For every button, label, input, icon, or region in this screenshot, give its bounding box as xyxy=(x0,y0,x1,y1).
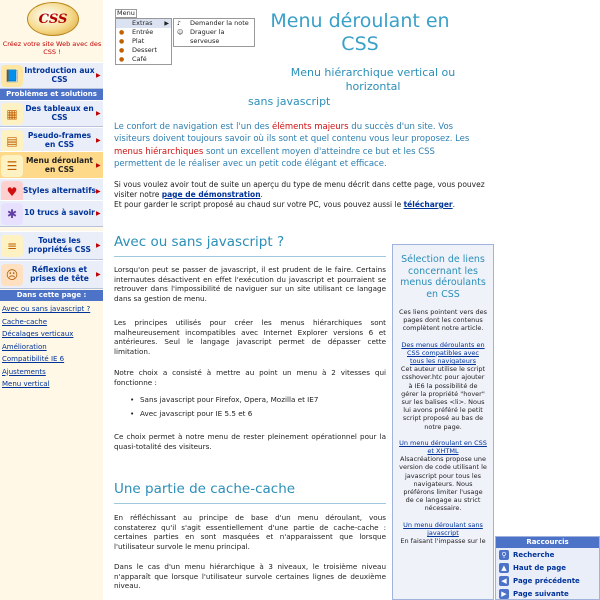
page-link-menu-vertical[interactable]: Menu vertical xyxy=(2,380,50,388)
demo-page-link[interactable]: page de démonstration xyxy=(161,190,261,199)
sidebar-item-pseudo-frames[interactable] xyxy=(0,127,103,154)
logo-text: CSS xyxy=(38,11,68,27)
shortcuts-title: Raccourcis xyxy=(496,537,599,548)
demo-text: Et pour garder le script proposé au chaud sur votre PC, vous pouvez aussi le xyxy=(114,200,404,209)
book-icon: 📘 xyxy=(1,65,23,87)
arrow-right-icon: ▶ xyxy=(96,271,101,278)
section1-para-4: Ce choix permet à notre menu de rester pleinement opérationnel pour la quasi-totalité des visiteurs. xyxy=(114,432,386,451)
related-link[interactable]: Un menu déroulant sans javascript xyxy=(403,520,483,537)
menu-item-label: Draguer la serveuse xyxy=(190,28,225,45)
person-icon: ☺ xyxy=(177,29,184,36)
menu-item-dessert[interactable] xyxy=(116,46,171,55)
heart-icon: ♥ xyxy=(1,181,23,203)
section1-para-1: Lorsqu'on peut se passer de javascript, il est prudent de le faire. Certains internautes désactivent en effet l'exécution du javascript et pourraient se retrouver dans l'impossibilité de naviguer sur un site utilisant ce langage dans sa gestion de menu. xyxy=(114,265,386,304)
sidebar-item-label: Des tableaux en CSS xyxy=(25,104,94,122)
section1-para-3: Notre choix a consisté à mettre au point un menu à 2 vitesses qui fonctionne : xyxy=(114,368,386,387)
list-item: • Avec javascript pour IE 5.5 et 6 xyxy=(130,409,386,419)
menu-level-1 xyxy=(115,18,172,65)
page-title: Menu déroulant en CSS xyxy=(270,10,450,55)
sidebar-item-label: Réflexions et prises de tête xyxy=(30,265,89,283)
related-link-desc: Cet auteur utilise le script csshover.htc pour ajouter à IE6 la possibilité de gérer la propriété "hover" sur les balises <li>. Nous lui avons préféré le petit script proposé au bas de notre page. xyxy=(400,365,486,431)
arrow-up-icon: ▲ xyxy=(499,563,509,573)
menu-root-item[interactable]: Menu xyxy=(115,9,137,18)
related-link[interactable]: Un menu déroulant en CSS et XHTML xyxy=(399,438,487,456)
sidebar-item-label: 10 trucs à savoir xyxy=(24,208,95,218)
page-link-amelioration[interactable]: Amélioration xyxy=(2,342,47,351)
shortcut-top[interactable] xyxy=(496,561,599,574)
sidebar-item-label: Toutes les propriétés CSS xyxy=(28,236,91,254)
page-subtitle: Menu hiérarchique vertical ou horizontal xyxy=(290,66,456,93)
intro-highlight: menus hiérarchiques xyxy=(114,146,204,157)
shortcut-label: Haut de page xyxy=(513,563,567,572)
related-link[interactable]: Des menus déroulants en CSS compatibles avec tous les navigateurs xyxy=(401,340,485,366)
related-link-item xyxy=(393,341,493,431)
arrow-right-icon: ▶ xyxy=(96,210,101,217)
arrow-right-icon: ▶ xyxy=(164,20,169,27)
section-heading-javascript: Avec ou sans javascript ? xyxy=(114,234,285,250)
menu-icon: ☰ xyxy=(1,155,23,177)
food-icon: ● xyxy=(119,47,125,54)
intro-text: du succès d'un site. Vos visiteurs doivent toujours savoir où ils sont et quel contenu vous leur proposez. Les xyxy=(114,122,470,145)
page-link-decalages[interactable]: Décalages verticaux xyxy=(2,330,74,338)
section2-para-1: En réfléchissant au principe de base d'un menu déroulant, vous constaterez qu'il s'agit essentiellement d'une partie de cache-cache : certaines parties en sont masquées et n'apparaissent que lorsque l'utilisateur survole le menu principal. xyxy=(114,513,386,552)
section-divider xyxy=(114,256,386,257)
shortcut-label: Page suivante xyxy=(513,589,569,598)
menu-item-entree[interactable] xyxy=(116,28,171,37)
search-icon: ⚲ xyxy=(499,550,509,560)
sidebar-item-label: Menu déroulant en CSS xyxy=(25,156,94,174)
related-links-title: Sélection de liens concernant les menus déroulants en CSS xyxy=(400,254,486,300)
related-link-item xyxy=(393,521,493,546)
sidebar-item-introduction[interactable] xyxy=(0,62,103,89)
demo-paragraph xyxy=(114,180,499,210)
arrow-left-icon: ◀ xyxy=(499,576,509,586)
arrow-right-icon: ▶ xyxy=(96,72,101,79)
demo-text: . xyxy=(452,200,456,209)
menu-item-label: Dessert xyxy=(132,46,157,54)
menu-item-cafe[interactable] xyxy=(116,55,171,64)
menu-item-label: Entrée xyxy=(132,28,154,36)
intro-highlight: éléments majeurs xyxy=(272,122,349,132)
sidebar-item-tableaux[interactable] xyxy=(0,100,103,127)
section-heading-cache-cache: Une partie de cache-cache xyxy=(114,481,296,497)
demo-text: . xyxy=(260,190,263,199)
page-link-ajustements[interactable]: Ajustements xyxy=(2,367,46,376)
menu-item-plat[interactable] xyxy=(116,37,171,46)
logo-tagline: Créez votre site Web avec des CSS ! xyxy=(2,40,102,56)
tips-icon: ✱ xyxy=(1,203,23,225)
arrow-right-icon: ▶ xyxy=(96,242,101,249)
arrow-right-icon: ▶ xyxy=(96,137,101,144)
related-links-box xyxy=(392,244,494,600)
food-icon: ● xyxy=(119,38,125,45)
section1-bullet-list xyxy=(130,395,386,422)
music-icon: ♪ xyxy=(177,20,181,27)
menu-item-label: Café xyxy=(132,55,147,63)
menu-item-label: Demander la note xyxy=(190,19,249,27)
demo-text: Si vous voulez avoir tout de suite un aperçu du type de menu décrit dans cette page, vous pouvez visiter notre xyxy=(114,180,485,199)
menu-item-label: Plat xyxy=(132,37,145,45)
related-links-intro: Ces liens pointent vers des pages dont les contenus complètent notre article. xyxy=(399,308,487,333)
sidebar-item-menu-deroulant[interactable] xyxy=(0,151,103,180)
related-link-desc: Alsacréations propose une version de code utilisant le javascript pour tous les navigateurs. Nous préférons limiter l'usage de ce langage au strict nécessaire. xyxy=(399,455,487,513)
head-icon: ☹ xyxy=(1,264,23,286)
related-link-desc: En faisant l'impasse sur le xyxy=(400,537,486,546)
arrow-right-icon: ▶ xyxy=(96,110,101,117)
sidebar-item-proprietes[interactable] xyxy=(0,231,103,260)
sidebar-item-10-trucs[interactable] xyxy=(0,200,103,227)
intro-text: sont un excellent moyen d'atteindre ce but et les CSS permettent de le réaliser avec un petit code élégant et efficace. xyxy=(114,146,435,169)
list-item: • Sans javascript pour Firefox, Opera, Mozilla et IE7 xyxy=(130,395,386,405)
food-icon: ● xyxy=(119,29,125,36)
shortcut-label: Recherche xyxy=(513,550,555,559)
shortcut-label: Page précédente xyxy=(513,576,580,585)
section2-para-2: Dans le cas d'un menu hiérarchique à 3 niveaux, le troisième niveau n'apparaît que lorsque l'utilisateur survole certaines lignes de deuxième niveau. xyxy=(114,562,386,591)
page-link-cache-cache[interactable]: Cache-cache xyxy=(2,317,48,326)
sidebar-item-label: Pseudo-frames en CSS xyxy=(27,131,92,149)
sidebar-item-reflexions[interactable] xyxy=(0,260,103,289)
sidebar-item-label: Introduction aux CSS xyxy=(24,66,95,84)
arrow-right-icon: ▶ xyxy=(96,188,101,195)
frames-icon: ▤ xyxy=(1,130,23,152)
page-subtitle-2: sans javascript xyxy=(248,95,331,108)
arrow-right-icon: ▶ xyxy=(96,162,101,169)
section1-para-2: Les principes utilisés pour créer les menus hiérarchiques sont malheureusement incompatibles avec Internet Explorer versions 6 et antérieures. Seul le langage javascript permet de dépasser cette limitation. xyxy=(114,318,386,357)
arrow-right-icon: ▶ xyxy=(499,589,509,599)
shortcut-next[interactable] xyxy=(496,587,599,600)
sidebar-section-problems: Problèmes et solutions xyxy=(0,89,103,100)
shortcuts-panel xyxy=(495,536,600,600)
menu-item-label: Extras xyxy=(132,19,153,27)
left-sidebar xyxy=(0,0,103,600)
shortcut-search[interactable] xyxy=(496,548,599,561)
page-link-javascript[interactable]: Avec ou sans javascript ? xyxy=(2,305,91,313)
download-link[interactable]: télécharger xyxy=(403,200,453,209)
menu-item-demander-note[interactable] xyxy=(174,19,254,28)
page-links-list xyxy=(2,303,102,391)
table-icon: ▦ xyxy=(1,103,23,125)
related-link-item xyxy=(393,439,493,513)
intro-paragraph xyxy=(114,121,476,170)
section-divider xyxy=(114,503,386,504)
page-link-compatibilite[interactable]: Compatibilité IE 6 xyxy=(2,355,65,363)
sidebar-item-label: Styles alternatifs xyxy=(23,186,96,196)
cup-icon: ● xyxy=(119,56,125,63)
shortcut-previous[interactable] xyxy=(496,574,599,587)
list-icon: ≡ xyxy=(1,235,23,257)
menu-item-draguer[interactable] xyxy=(174,28,254,46)
menu-item-extras[interactable] xyxy=(116,19,171,28)
intro-text: Le confort de navigation est l'un des xyxy=(114,122,273,132)
site-logo[interactable] xyxy=(27,2,79,36)
sidebar-section-this-page: Dans cette page : xyxy=(0,290,103,301)
menu-level-2 xyxy=(173,18,255,47)
